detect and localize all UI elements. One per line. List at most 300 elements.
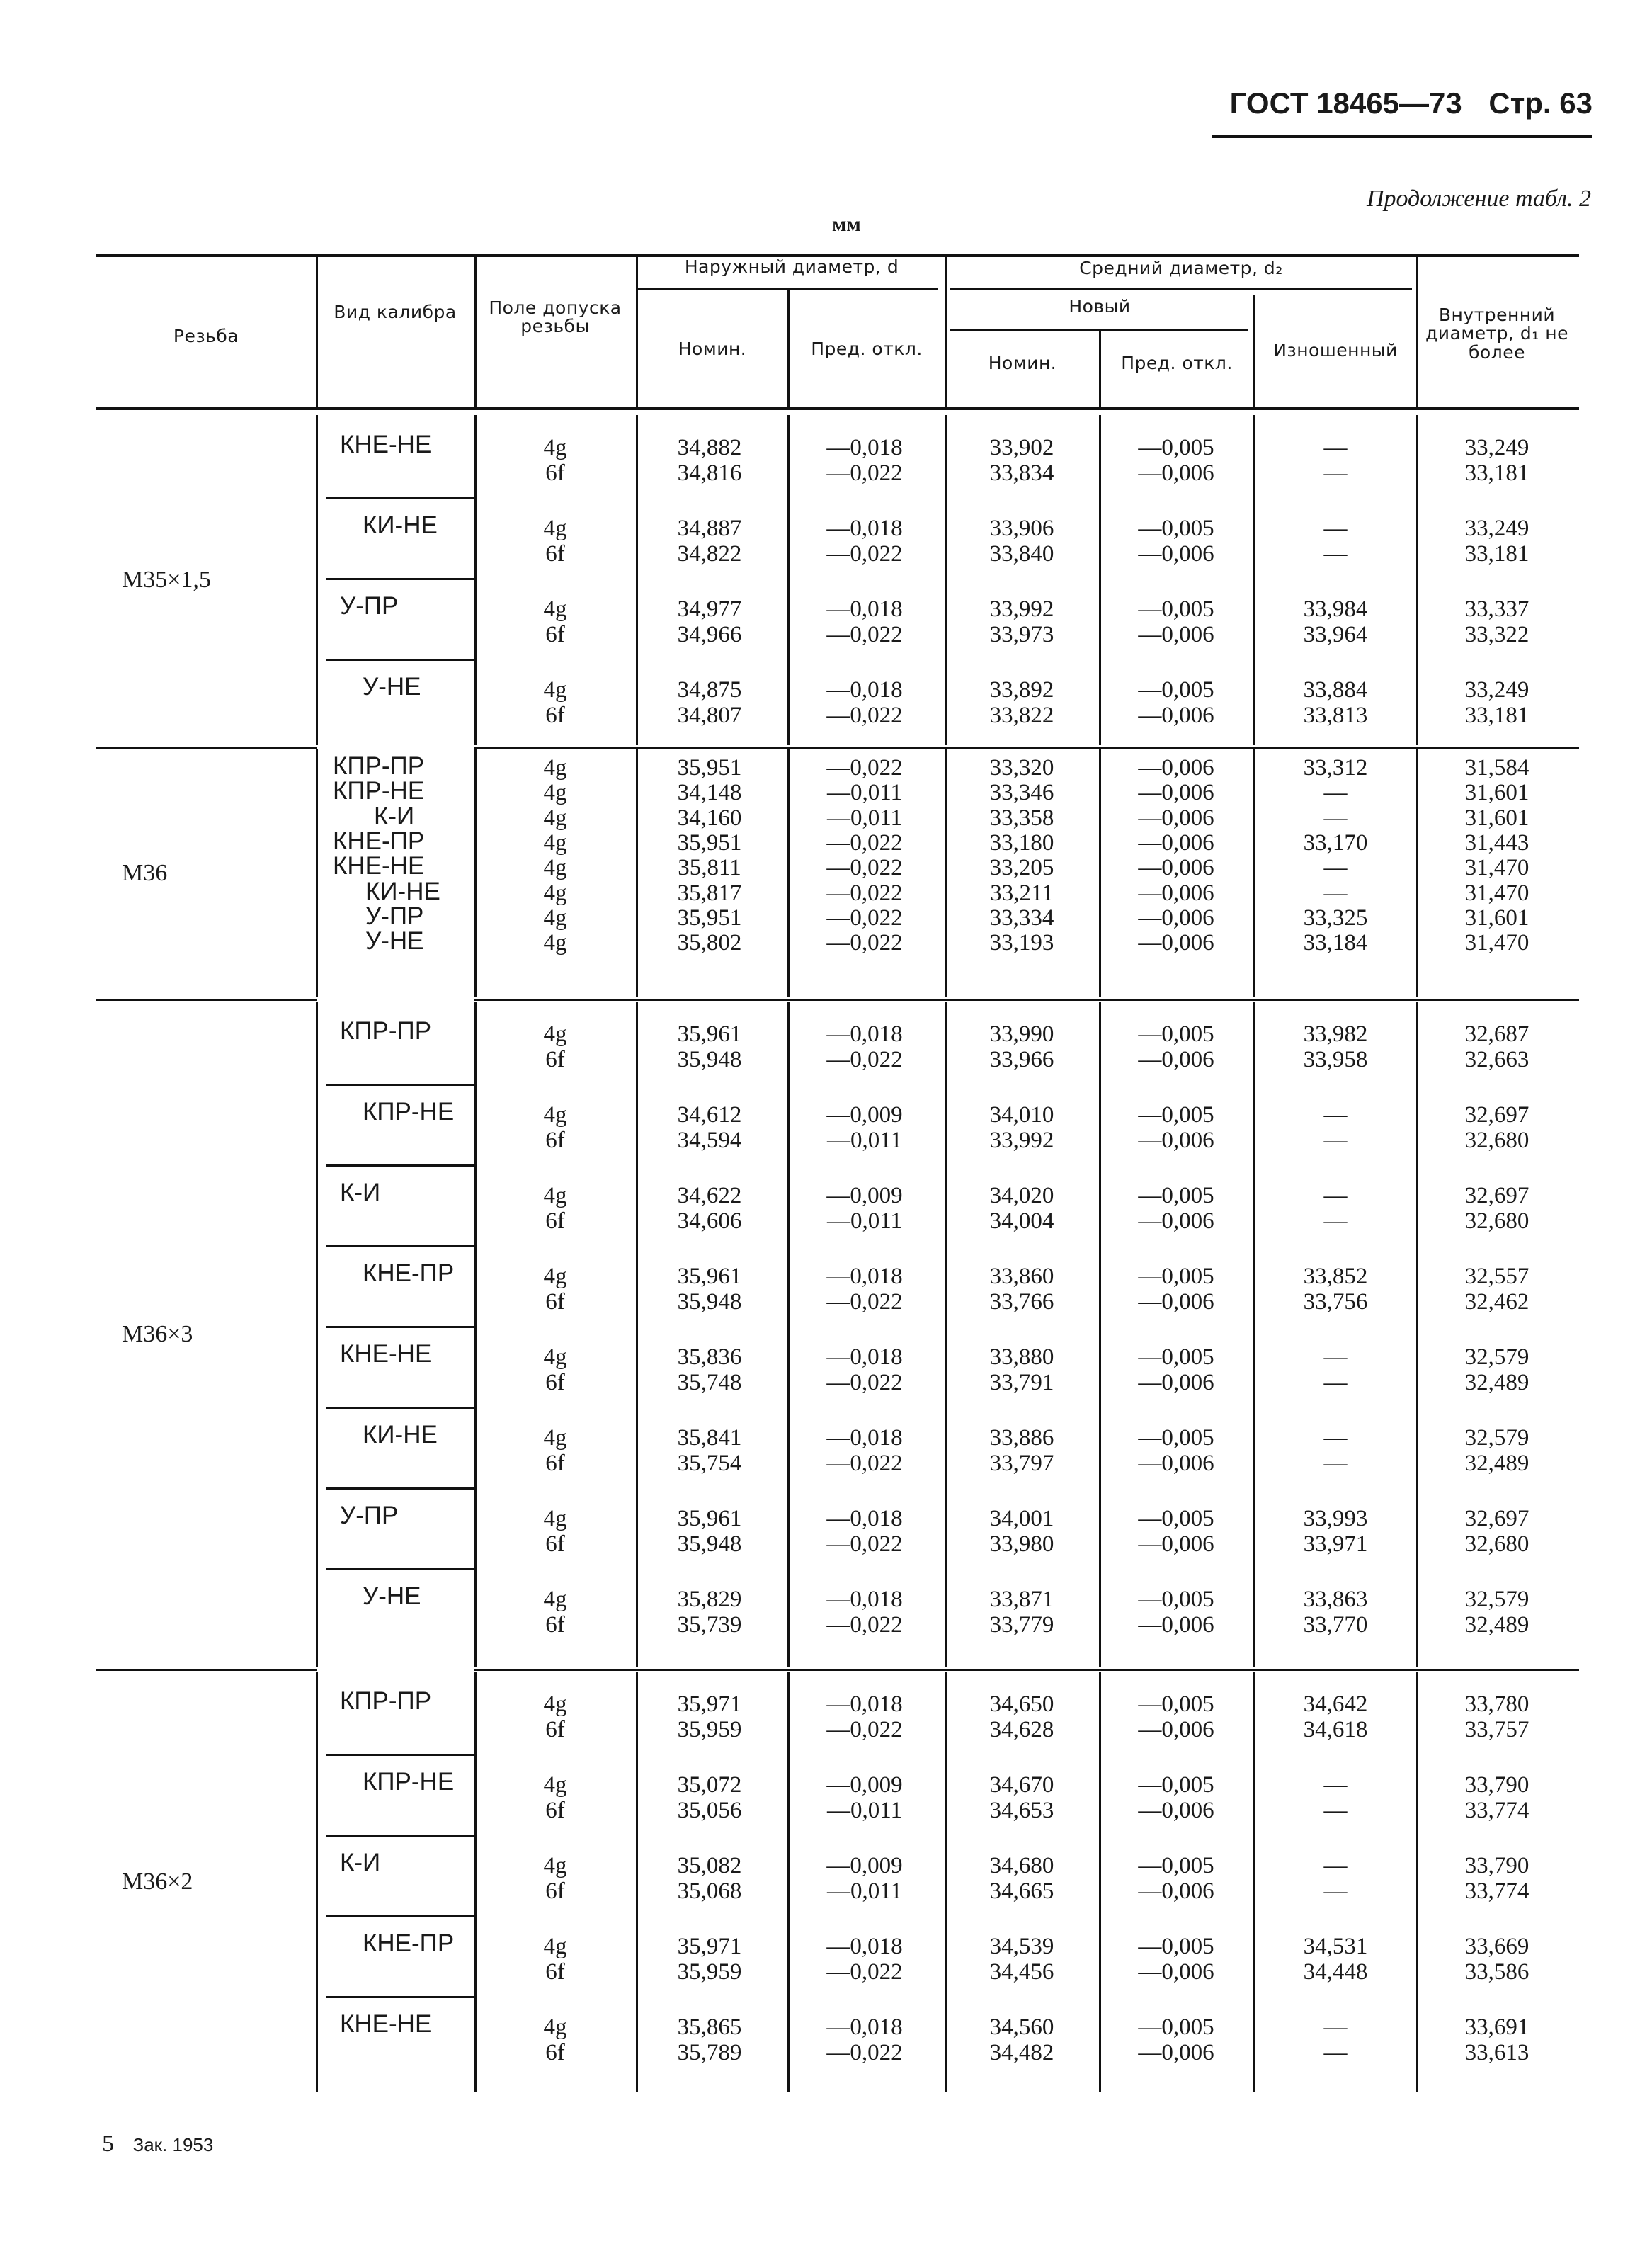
outer-nominal-cell: 35,789 <box>677 2040 742 2065</box>
worn-cell: — <box>1323 435 1348 460</box>
pitch-nominal-cell: 33,860 <box>989 1264 1054 1289</box>
pitch-nominal-cell: 33,902 <box>989 435 1054 460</box>
worn-cell: 33,770 <box>1303 1612 1368 1638</box>
group-separator <box>96 999 317 1001</box>
outer-nominal-cell: 34,160 <box>677 805 742 831</box>
inner-diameter-cell: 33,691 <box>1464 2014 1529 2040</box>
pitch-nominal-cell: 34,456 <box>989 1959 1054 1985</box>
pitch-nominal-cell: 33,840 <box>989 541 1054 567</box>
worn-cell: 33,884 <box>1303 677 1368 703</box>
outer-dev-cell: —0,022 <box>826 930 903 956</box>
gauge-type-label: КПР-НЕ <box>333 777 425 805</box>
tolerance-cell: 4g <box>543 780 567 806</box>
outer-dev-cell: —0,018 <box>826 1264 903 1289</box>
column-divider <box>316 1002 318 1667</box>
column-divider <box>316 1672 318 2092</box>
inner-diameter-cell: 32,557 <box>1464 1264 1529 1289</box>
worn-cell: — <box>1323 1425 1348 1451</box>
tolerance-cell: 6f <box>545 2040 565 2065</box>
tolerance-cell: 6f <box>545 1959 565 1985</box>
tolerance-cell: 4g <box>543 755 567 781</box>
outer-dev-cell: —0,022 <box>826 622 903 647</box>
worn-cell: — <box>1323 1878 1348 1904</box>
worn-cell: 34,448 <box>1303 1959 1368 1985</box>
pitch-nominal-cell: 33,205 <box>989 855 1054 881</box>
inner-diameter-cell: 31,470 <box>1464 880 1529 906</box>
pitch-dev-cell: —0,005 <box>1138 1021 1214 1047</box>
outer-nominal-cell: 34,606 <box>677 1208 742 1234</box>
worn-cell: 33,984 <box>1303 596 1368 622</box>
gauge-type-label: У-НЕ <box>365 927 424 956</box>
outer-dev-cell: —0,018 <box>826 1425 903 1451</box>
pitch-dev-cell: —0,006 <box>1138 1370 1214 1395</box>
column-divider <box>1416 415 1418 745</box>
tolerance-cell: 6f <box>545 460 565 486</box>
pitch-dev-cell: —0,006 <box>1138 703 1214 728</box>
gauge-type-label: У-НЕ <box>363 673 421 701</box>
pitch-dev-cell: —0,006 <box>1138 541 1214 567</box>
gauge-separator <box>326 1835 474 1837</box>
header-subrule <box>950 329 1248 331</box>
tolerance-cell: 6f <box>545 1208 565 1234</box>
outer-nominal-cell: 35,961 <box>677 1021 742 1047</box>
gauge-type-label: КНЕ-ПР <box>333 827 425 855</box>
col-tolerance-header: Поле допуска резьбы <box>489 297 622 337</box>
pitch-nominal-cell: 33,766 <box>989 1289 1054 1315</box>
inner-diameter-cell: 32,680 <box>1464 1531 1529 1557</box>
page-number: 63 <box>1559 86 1593 120</box>
col-pitch-nominal-header: Номин. <box>988 353 1057 373</box>
column-divider <box>787 415 790 745</box>
inner-diameter-cell: 33,337 <box>1464 596 1529 622</box>
outer-dev-cell: —0,011 <box>826 1798 903 1823</box>
column-divider <box>787 1672 790 2092</box>
pitch-dev-cell: —0,006 <box>1138 1878 1214 1904</box>
gauge-type-label: КНЕ-НЕ <box>340 2010 432 2038</box>
pitch-dev-cell: —0,005 <box>1138 435 1214 460</box>
gauge-type-label: КНЕ-НЕ <box>340 431 432 458</box>
column-divider <box>474 749 477 997</box>
group-separator <box>474 1669 1579 1671</box>
worn-cell: 34,618 <box>1303 1717 1368 1742</box>
inner-diameter-cell: 33,322 <box>1464 622 1529 647</box>
outer-dev-cell: —0,011 <box>826 1878 903 1904</box>
tolerance-cell: 6f <box>545 1451 565 1476</box>
gauge-type-label: КПР-ПР <box>340 1017 432 1045</box>
pitch-dev-cell: —0,005 <box>1138 677 1214 703</box>
inner-diameter-cell: 32,489 <box>1464 1370 1529 1395</box>
tolerance-cell: 6f <box>545 622 565 647</box>
outer-nominal-cell: 34,807 <box>677 703 742 728</box>
column-divider <box>1253 1002 1255 1667</box>
col-outer-nominal-header: Номин. <box>678 339 747 359</box>
outer-dev-cell: —0,022 <box>826 1531 903 1557</box>
outer-nominal-cell: 34,594 <box>677 1128 742 1153</box>
outer-nominal-cell: 35,971 <box>677 1934 742 1959</box>
worn-cell: — <box>1323 541 1348 567</box>
col-new-header: Новый <box>1069 296 1131 317</box>
outer-dev-cell: —0,018 <box>826 1021 903 1047</box>
outer-nominal-cell: 34,612 <box>677 1102 742 1128</box>
tolerance-cell: 6f <box>545 1047 565 1072</box>
outer-nominal-cell: 34,816 <box>677 460 742 486</box>
tolerance-cell: 6f <box>545 1878 565 1904</box>
col-worn-header: Изношенный <box>1273 340 1398 361</box>
pitch-dev-cell: —0,006 <box>1138 1128 1214 1153</box>
inner-diameter-cell: 33,586 <box>1464 1959 1529 1985</box>
worn-cell: — <box>1323 805 1348 831</box>
header-divider <box>474 256 477 407</box>
gauge-type-label: КНЕ-НЕ <box>333 852 425 880</box>
pitch-nominal-cell: 34,482 <box>989 2040 1054 2065</box>
tolerance-cell: 4g <box>543 1587 567 1612</box>
gauge-type-label: КИ-НЕ <box>365 877 440 905</box>
outer-nominal-cell: 35,817 <box>677 880 742 906</box>
tolerance-cell: 4g <box>543 1264 567 1289</box>
outer-dev-cell: —0,018 <box>826 677 903 703</box>
gauge-separator <box>326 1326 474 1328</box>
thread-label: М36×3 <box>122 1321 193 1347</box>
col-pitch-dev-header: Пред. откл. <box>1121 353 1233 373</box>
pitch-dev-cell: —0,006 <box>1138 829 1214 856</box>
inner-diameter-cell: 33,249 <box>1464 435 1529 460</box>
pitch-dev-cell: —0,005 <box>1138 1587 1214 1612</box>
header-divider <box>1416 256 1418 407</box>
pitch-dev-cell: —0,006 <box>1138 780 1214 806</box>
inner-diameter-cell: 33,181 <box>1464 703 1529 728</box>
pitch-nominal-cell: 34,650 <box>989 1691 1054 1717</box>
outer-nominal-cell: 35,959 <box>677 1959 742 1985</box>
tolerance-cell: 4g <box>543 1021 567 1047</box>
outer-nominal-cell: 34,966 <box>677 622 742 647</box>
outer-dev-cell: —0,022 <box>826 855 903 881</box>
inner-diameter-cell: 33,757 <box>1464 1717 1529 1742</box>
tolerance-cell: 4g <box>543 1691 567 1717</box>
column-divider <box>474 1672 477 2092</box>
outer-nominal-cell: 34,875 <box>677 677 742 703</box>
column-divider <box>1099 749 1101 997</box>
gauge-type-label: КНЕ-ПР <box>363 1929 455 1957</box>
gauge-separator <box>326 1915 474 1917</box>
header-divider <box>316 256 318 407</box>
pitch-dev-cell: —0,006 <box>1138 1531 1214 1557</box>
pitch-dev-cell: —0,006 <box>1138 880 1214 906</box>
outer-dev-cell: —0,018 <box>826 1934 903 1959</box>
tolerance-cell: 4g <box>543 1772 567 1798</box>
worn-cell: — <box>1323 1183 1348 1208</box>
pitch-dev-cell: —0,005 <box>1138 1183 1214 1208</box>
inner-diameter-cell: 33,669 <box>1464 1934 1529 1959</box>
outer-dev-cell: —0,018 <box>826 1587 903 1612</box>
column-divider <box>1253 749 1255 997</box>
gauge-type-label: У-НЕ <box>363 1582 421 1610</box>
page-label: Стр. <box>1488 86 1551 120</box>
inner-diameter-cell: 31,443 <box>1464 829 1529 856</box>
gauge-type-label: КПР-ПР <box>333 752 425 780</box>
column-divider <box>316 749 318 997</box>
pitch-dev-cell: —0,006 <box>1138 855 1214 881</box>
gauge-type-label: КИ-НЕ <box>363 1421 438 1448</box>
outer-dev-cell: —0,011 <box>826 780 903 806</box>
outer-nominal-cell: 35,948 <box>677 1531 742 1557</box>
pitch-nominal-cell: 33,358 <box>989 805 1054 831</box>
gauge-type-label: К-И <box>340 1849 381 1876</box>
worn-cell: 34,531 <box>1303 1934 1368 1959</box>
pitch-dev-cell: —0,006 <box>1138 1798 1214 1823</box>
pitch-dev-cell: —0,005 <box>1138 1853 1214 1878</box>
gauge-type-label: КПР-НЕ <box>363 1768 455 1796</box>
inner-diameter-cell: 31,584 <box>1464 755 1529 781</box>
pitch-nominal-cell: 34,680 <box>989 1853 1054 1878</box>
inner-diameter-cell: 32,579 <box>1464 1344 1529 1370</box>
outer-nominal-cell: 35,056 <box>677 1798 742 1823</box>
outer-nominal-cell: 35,836 <box>677 1344 742 1370</box>
column-divider <box>636 749 638 997</box>
gauge-type-label: У-ПР <box>340 1502 399 1529</box>
inner-diameter-cell: 32,687 <box>1464 1021 1529 1047</box>
tolerance-cell: 4g <box>543 1183 567 1208</box>
pitch-nominal-cell: 34,010 <box>989 1102 1054 1128</box>
unit-label: мм <box>832 212 861 236</box>
outer-nominal-cell: 35,811 <box>678 855 741 881</box>
pitch-dev-cell: —0,005 <box>1138 1772 1214 1798</box>
outer-nominal-cell: 34,622 <box>677 1183 742 1208</box>
order-number: Зак. 1953 <box>132 2134 214 2155</box>
col-outer-diameter-header: Наружный диаметр, d <box>684 256 899 277</box>
worn-cell: — <box>1323 1798 1348 1823</box>
col-gauge-header: Вид калибра <box>334 302 457 322</box>
outer-nominal-cell: 34,887 <box>677 516 742 541</box>
pitch-dev-cell: —0,006 <box>1138 930 1214 956</box>
pitch-dev-cell: —0,006 <box>1138 1047 1214 1072</box>
column-divider <box>787 749 790 997</box>
tolerance-cell: 6f <box>545 703 565 728</box>
inner-diameter-cell: 32,579 <box>1464 1425 1529 1451</box>
column-divider <box>945 749 947 997</box>
header-subrule <box>637 288 938 290</box>
tolerance-cell: 4g <box>543 596 567 622</box>
gauge-type-label: У-ПР <box>340 592 399 620</box>
pitch-nominal-cell: 33,779 <box>989 1612 1054 1638</box>
outer-nominal-cell: 35,959 <box>677 1717 742 1742</box>
outer-nominal-cell: 34,882 <box>677 435 742 460</box>
pitch-dev-cell: —0,006 <box>1138 755 1214 781</box>
worn-cell: — <box>1323 2040 1348 2065</box>
header-divider <box>1099 330 1101 407</box>
tolerance-cell: 4g <box>543 855 567 881</box>
inner-diameter-cell: 32,462 <box>1464 1289 1529 1315</box>
pitch-nominal-cell: 33,797 <box>989 1451 1054 1476</box>
pitch-dev-cell: —0,006 <box>1138 1612 1214 1638</box>
outer-dev-cell: —0,018 <box>826 596 903 622</box>
gauge-type-label: У-ПР <box>365 902 424 930</box>
worn-cell: 33,184 <box>1303 930 1368 956</box>
col-pitch-diameter-header: Средний диаметр, d₂ <box>1079 258 1283 278</box>
tolerance-cell: 4g <box>543 677 567 703</box>
outer-dev-cell: —0,022 <box>826 703 903 728</box>
outer-dev-cell: —0,009 <box>826 1853 903 1878</box>
inner-diameter-cell: 33,249 <box>1464 516 1529 541</box>
tolerance-cell: 6f <box>545 1798 565 1823</box>
outer-dev-cell: —0,009 <box>826 1772 903 1798</box>
gauge-type-label: КПР-ПР <box>340 1687 432 1715</box>
pitch-nominal-cell: 33,966 <box>989 1047 1054 1072</box>
worn-cell: — <box>1323 1344 1348 1370</box>
tolerance-cell: 4g <box>543 1102 567 1128</box>
tolerance-cell: 4g <box>543 516 567 541</box>
tolerance-cell: 6f <box>545 1717 565 1742</box>
pitch-nominal-cell: 33,180 <box>989 829 1054 856</box>
worn-cell: — <box>1323 516 1348 541</box>
pitch-nominal-cell: 33,320 <box>989 755 1054 781</box>
thread-label: М35×1,5 <box>122 567 211 593</box>
inner-diameter-cell: 33,181 <box>1464 541 1529 567</box>
outer-dev-cell: —0,018 <box>826 1691 903 1717</box>
outer-nominal-cell: 35,951 <box>677 905 742 931</box>
worn-cell: 33,813 <box>1303 703 1368 728</box>
outer-dev-cell: —0,011 <box>826 1208 903 1234</box>
column-divider <box>1099 415 1101 745</box>
group-separator <box>96 1669 317 1671</box>
inner-diameter-cell: 32,697 <box>1464 1506 1529 1531</box>
inner-diameter-cell: 31,601 <box>1464 805 1529 831</box>
outer-nominal-cell: 35,739 <box>677 1612 742 1638</box>
pitch-nominal-cell: 34,020 <box>989 1183 1054 1208</box>
worn-cell: — <box>1323 780 1348 806</box>
worn-cell: — <box>1323 855 1348 881</box>
outer-nominal-cell: 34,822 <box>677 541 742 567</box>
gauge-separator <box>326 1407 474 1409</box>
outer-dev-cell: —0,009 <box>826 1183 903 1208</box>
tolerance-cell: 4g <box>543 930 567 956</box>
pitch-nominal-cell: 33,334 <box>989 905 1054 931</box>
pitch-nominal-cell: 34,560 <box>989 2014 1054 2040</box>
tolerance-cell: 6f <box>545 1531 565 1557</box>
outer-dev-cell: —0,022 <box>826 1370 903 1395</box>
pitch-dev-cell: —0,005 <box>1138 596 1214 622</box>
outer-dev-cell: —0,022 <box>826 1451 903 1476</box>
worn-cell: 33,312 <box>1303 755 1368 781</box>
column-divider <box>787 1002 790 1667</box>
column-divider <box>636 1002 638 1667</box>
gauge-type-label: КНЕ-ПР <box>363 1259 455 1287</box>
outer-nominal-cell: 34,148 <box>677 780 742 806</box>
gauge-type-label: К-И <box>340 1179 381 1206</box>
group-separator <box>96 747 317 749</box>
header-subrule <box>950 288 1412 290</box>
column-divider <box>1416 1002 1418 1667</box>
inner-diameter-cell: 31,470 <box>1464 855 1529 881</box>
tolerance-cell: 6f <box>545 1128 565 1153</box>
worn-cell: — <box>1323 1772 1348 1798</box>
col-inner-diameter-header: Внутренний диаметр, d₁ не более <box>1425 305 1568 363</box>
worn-cell: — <box>1323 1128 1348 1153</box>
outer-nominal-cell: 35,948 <box>677 1289 742 1315</box>
pitch-dev-cell: —0,005 <box>1138 1264 1214 1289</box>
header-divider <box>636 256 638 407</box>
worn-cell: — <box>1323 460 1348 486</box>
inner-diameter-cell: 32,489 <box>1464 1612 1529 1638</box>
tolerance-cell: 4g <box>543 1853 567 1878</box>
column-divider <box>1253 1672 1255 2092</box>
tolerance-cell: 4g <box>543 2014 567 2040</box>
outer-dev-cell: —0,022 <box>826 755 903 781</box>
pitch-dev-cell: —0,006 <box>1138 2040 1214 2065</box>
tolerance-cell: 4g <box>543 805 567 831</box>
header-divider <box>945 256 947 407</box>
standard-number: ГОСТ 18465—73 <box>1229 86 1462 120</box>
tolerance-cell: 4g <box>543 1506 567 1531</box>
inner-diameter-cell: 33,181 <box>1464 460 1529 486</box>
header-divider <box>787 289 790 407</box>
column-divider <box>945 1672 947 2092</box>
tolerance-cell: 6f <box>545 541 565 567</box>
inner-diameter-cell: 32,489 <box>1464 1451 1529 1476</box>
inner-diameter-cell: 31,601 <box>1464 905 1529 931</box>
inner-diameter-cell: 32,680 <box>1464 1128 1529 1153</box>
tolerance-cell: 4g <box>543 1344 567 1370</box>
worn-cell: — <box>1323 880 1348 906</box>
outer-dev-cell: —0,022 <box>826 1289 903 1315</box>
page-header <box>1217 86 1593 120</box>
worn-cell: 33,863 <box>1303 1587 1368 1612</box>
column-divider <box>316 415 318 745</box>
table-header-bottom-rule <box>96 407 1579 410</box>
column-divider <box>636 1672 638 2092</box>
tolerance-cell: 4g <box>543 880 567 906</box>
outer-nominal-cell: 35,971 <box>677 1691 742 1717</box>
tolerance-cell: 4g <box>543 1425 567 1451</box>
outer-dev-cell: —0,018 <box>826 1344 903 1370</box>
header-divider <box>1253 295 1255 407</box>
pitch-nominal-cell: 33,992 <box>989 596 1054 622</box>
inner-diameter-cell: 33,774 <box>1464 1798 1529 1823</box>
outer-dev-cell: —0,011 <box>826 1128 903 1153</box>
pitch-nominal-cell: 34,670 <box>989 1772 1054 1798</box>
page-footer <box>102 2131 213 2158</box>
inner-diameter-cell: 33,780 <box>1464 1691 1529 1717</box>
pitch-nominal-cell: 33,871 <box>989 1587 1054 1612</box>
worn-cell: 33,852 <box>1303 1264 1368 1289</box>
outer-dev-cell: —0,022 <box>826 2040 903 2065</box>
pitch-nominal-cell: 34,001 <box>989 1506 1054 1531</box>
gauge-separator <box>326 1487 474 1490</box>
outer-dev-cell: —0,022 <box>826 1959 903 1985</box>
worn-cell: — <box>1323 1370 1348 1395</box>
pitch-dev-cell: —0,006 <box>1138 1451 1214 1476</box>
outer-dev-cell: —0,018 <box>826 2014 903 2040</box>
outer-nominal-cell: 35,841 <box>677 1425 742 1451</box>
pitch-dev-cell: —0,005 <box>1138 1425 1214 1451</box>
worn-cell: 34,642 <box>1303 1691 1368 1717</box>
worn-cell: 33,982 <box>1303 1021 1368 1047</box>
outer-dev-cell: —0,022 <box>826 829 903 856</box>
outer-dev-cell: —0,022 <box>826 1047 903 1072</box>
column-divider <box>474 1002 477 1667</box>
worn-cell: — <box>1323 1853 1348 1878</box>
gauge-separator <box>326 1996 474 1998</box>
tolerance-cell: 4g <box>543 435 567 460</box>
column-divider <box>1416 749 1418 997</box>
inner-diameter-cell: 31,601 <box>1464 780 1529 806</box>
pitch-nominal-cell: 33,211 <box>990 880 1054 906</box>
tolerance-cell: 4g <box>543 905 567 931</box>
thread-label: М36 <box>122 860 168 886</box>
inner-diameter-cell: 33,790 <box>1464 1772 1529 1798</box>
thread-label: М36×2 <box>122 1869 193 1895</box>
pitch-dev-cell: —0,006 <box>1138 1959 1214 1985</box>
pitch-dev-cell: —0,005 <box>1138 1102 1214 1128</box>
